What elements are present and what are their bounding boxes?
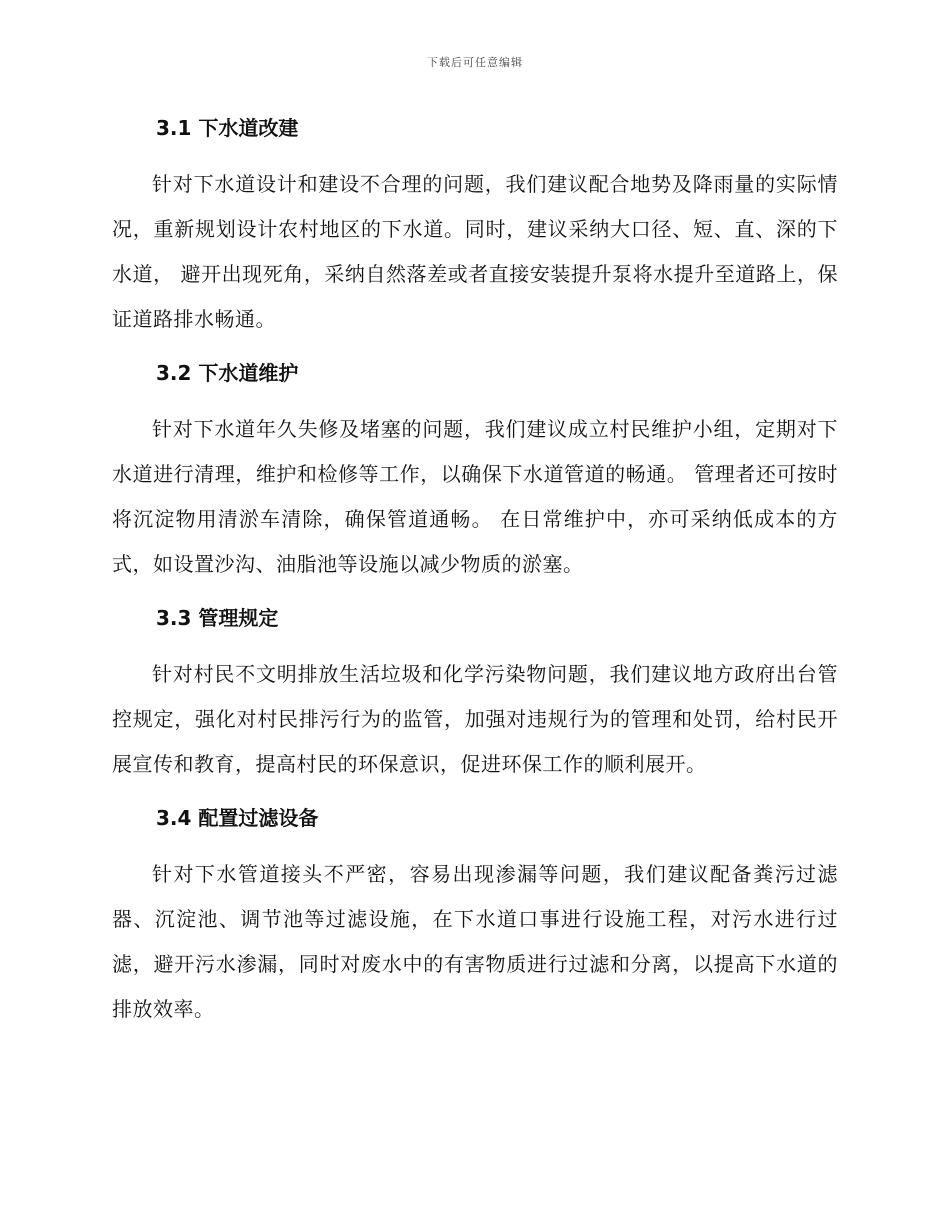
page-header: 下载后可任意编辑 — [427, 56, 523, 69]
section-filter-equipment — [112, 798, 838, 1032]
section-heading: 3.2 下水道维护 — [156, 361, 299, 385]
section-paragraph: 针对村民不文明排放生活垃圾和化学污染物问题，我们建议地方政府出台管控规定，强化对村民排污行为的监管，加强对违规行为的管理和处罚，给村民开展宣传和教育，提高村民的环保意识，促进环保工作的顺利展开。 — [112, 662, 838, 776]
section-paragraph: 针对下水道设计和建设不合理的问题，我们建议配合地势及降雨量的实际情况，重新规划设计农村地区的下水道。同时，建议采纳大口径、短、直、深的下水道， 避开出现死角，采纳自然落差或者直接安装提升泵将水提升至道路上，保证道路排水畅通。 — [112, 172, 838, 331]
section-management-rules — [112, 598, 838, 787]
section-paragraph: 针对下水道年久失修及堵塞的问题，我们建议成立村民维护小组，定期对下水道进行清理，维护和检修等工作，以确保下水道管道的畅通。 管理者还可按时将沉淀物用清淤车清除，确保管道通畅。 在日常维护中，亦可采纳低成本的方式，如设置沙沟、油脂池等设施以减少物质的淤塞。 — [112, 417, 838, 576]
section-heading: 3.4 配置过滤设备 — [156, 806, 319, 830]
section-heading: 3.1 下水道改建 — [156, 116, 299, 140]
section-heading: 3.3 管理规定 — [156, 606, 279, 630]
section-sewer-reconstruction — [112, 108, 838, 342]
section-sewer-maintenance — [112, 353, 838, 587]
document-content — [112, 108, 838, 1032]
section-paragraph: 针对下水管道接头不严密，容易出现渗漏等问题，我们建议配备粪污过滤器、沉淀池、调节池等过滤设施，在下水道口事进行设施工程，对污水进行过滤，避开污水渗漏，同时对废水中的有害物质进行过滤和分离，以提高下水道的排放效率。 — [112, 862, 838, 1021]
